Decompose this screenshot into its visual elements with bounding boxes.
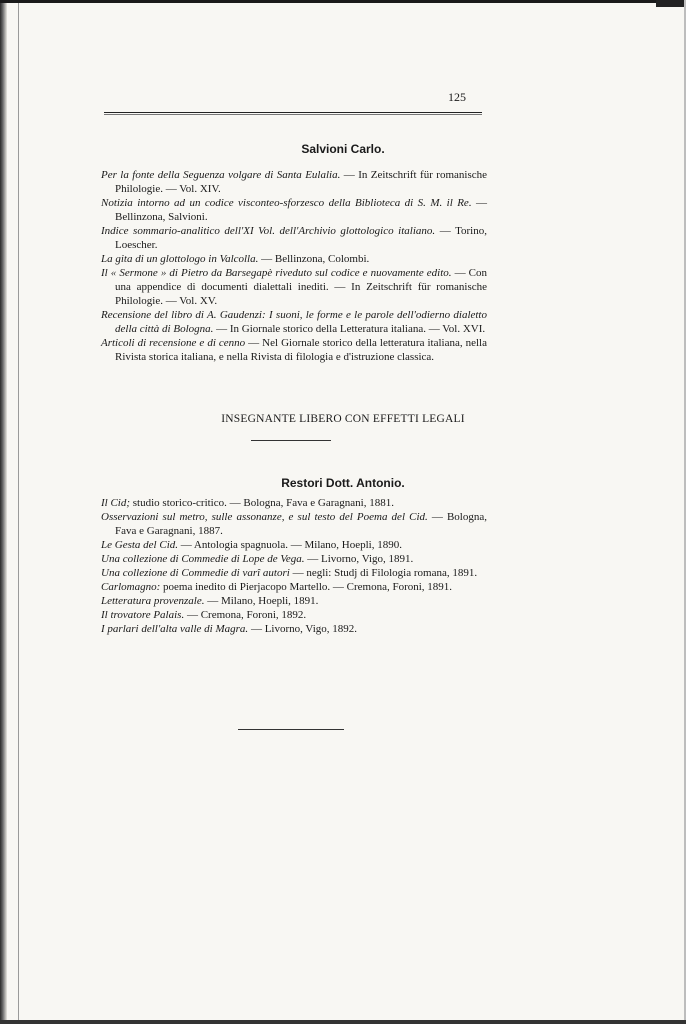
entry-details: — In Zeitschrift für romanische Philologie. — Vol. XIV. xyxy=(115,169,487,195)
entry-title: Carlomagno: xyxy=(101,581,161,593)
entry-title: Recensione del libro di A. Gaudenzi: I suoni, le forme e le parole dell'odierno dialetto della città di Bologna. xyxy=(101,309,487,335)
bibliography-entry xyxy=(101,252,487,266)
entry-title: Il « Sermone » di Pietro da Barsegapè riveduto sul codice e nuovamente edito. xyxy=(101,267,452,279)
entry-details: — Bologna, Fava e Garagnani, 1887. xyxy=(115,511,487,537)
bibliography-entry xyxy=(101,496,487,510)
bibliography-entry xyxy=(101,196,487,224)
bibliography-entry xyxy=(101,622,487,636)
bibliography-entry xyxy=(101,580,487,594)
bibliography-entry xyxy=(101,224,487,252)
entry-title: Una collezione di Commedie di varî autori xyxy=(101,567,290,579)
bibliography-list-salvioni xyxy=(101,168,487,364)
entry-details: — In Giornale storico della Letteratura italiana. — Vol. XVI. xyxy=(213,323,486,335)
entry-details: — Livorno, Vigo, 1891. xyxy=(304,553,414,565)
entry-title: Articoli di recensione e di cenno xyxy=(101,337,246,349)
section-title-salvioni: Salvioni Carlo. xyxy=(301,142,385,156)
entry-title: Per la fonte della Seguenza volgare di Santa Eulalia. xyxy=(101,169,341,181)
header-rule-secondary xyxy=(104,114,482,115)
entry-title: Una collezione di Commedie di Lope de Vega. xyxy=(101,553,305,565)
bibliography-entry xyxy=(101,552,487,566)
entry-title: Notizia intorno ad un codice visconteo-sforzesco della Biblioteca di S. M. il Re. xyxy=(101,197,472,209)
section-heading-insegnante: INSEGNANTE LIBERO CON EFFETTI LEGALI xyxy=(221,413,465,425)
entry-title: Il Cid; xyxy=(101,497,131,509)
scan-bottom-edge xyxy=(0,1020,686,1024)
bibliography-entry xyxy=(101,608,487,622)
entry-details: — Bellinzona, Salvioni. xyxy=(115,197,488,223)
bibliography-entry xyxy=(101,594,487,608)
bibliography-entry xyxy=(101,336,487,364)
scan-top-edge xyxy=(0,0,686,3)
bibliography-list-restori xyxy=(101,496,487,636)
entry-details: — Torino, Loescher. xyxy=(115,225,487,251)
scan-corner-mark xyxy=(656,0,686,7)
entry-details: — Con una appendice di documenti dialettali inediti. — In Zeitschrift für romanische Philologie. — Vol. XV. xyxy=(115,267,487,307)
section-rule xyxy=(251,440,331,441)
entry-details: — Milano, Hoepli, 1891. xyxy=(204,595,319,607)
section-title-restori: Restori Dott. Antonio. xyxy=(281,476,405,490)
entry-details: — Bellinzona, Colombi. xyxy=(258,253,370,265)
entry-title: I parlari dell'alta valle di Magra. xyxy=(101,623,249,635)
entry-title: Letteratura provenzale. xyxy=(101,595,205,607)
entry-details: — Nel Giornale storico della letteratura italiana, nella Rivista storica italiana, e nella Rivista di filologia e d'istruzione classica. xyxy=(115,337,487,363)
bibliography-entry xyxy=(101,538,487,552)
entry-details: studio storico-critico. — Bologna, Fava e Garagnani, 1881. xyxy=(130,497,394,509)
entry-title: Osservazioni sul metro, sulle assonanze, e sul testo del Poema del Cid. xyxy=(101,511,428,523)
entry-title: La gita di un glottologo in Valcolla. xyxy=(101,253,259,265)
entry-details: — Antologia spagnuola. — Milano, Hoepli, 1890. xyxy=(178,539,402,551)
entry-title: Le Gesta del Cid. xyxy=(101,539,178,551)
entry-details: — Livorno, Vigo, 1892. xyxy=(248,623,358,635)
entry-title: Indice sommario-analitico dell'XI Vol. dell'Archivio glottologico italiano. xyxy=(101,225,436,237)
entry-title: Il trovatore Palais. xyxy=(101,609,185,621)
end-rule xyxy=(238,729,344,730)
entry-details: — Cremona, Foroni, 1892. xyxy=(184,609,307,621)
bibliography-entry xyxy=(101,308,487,336)
page-number: 125 xyxy=(448,90,466,104)
header-rule xyxy=(104,112,482,113)
bibliography-entry xyxy=(101,168,487,196)
entry-details: poema inedito di Pierjacopo Martello. — Cremona, Foroni, 1891. xyxy=(160,581,453,593)
bibliography-entry xyxy=(101,566,487,580)
bibliography-entry xyxy=(101,266,487,308)
bibliography-entry xyxy=(101,510,487,538)
entry-details: — negli: Studj di Filologia romana, 1891. xyxy=(289,567,478,579)
